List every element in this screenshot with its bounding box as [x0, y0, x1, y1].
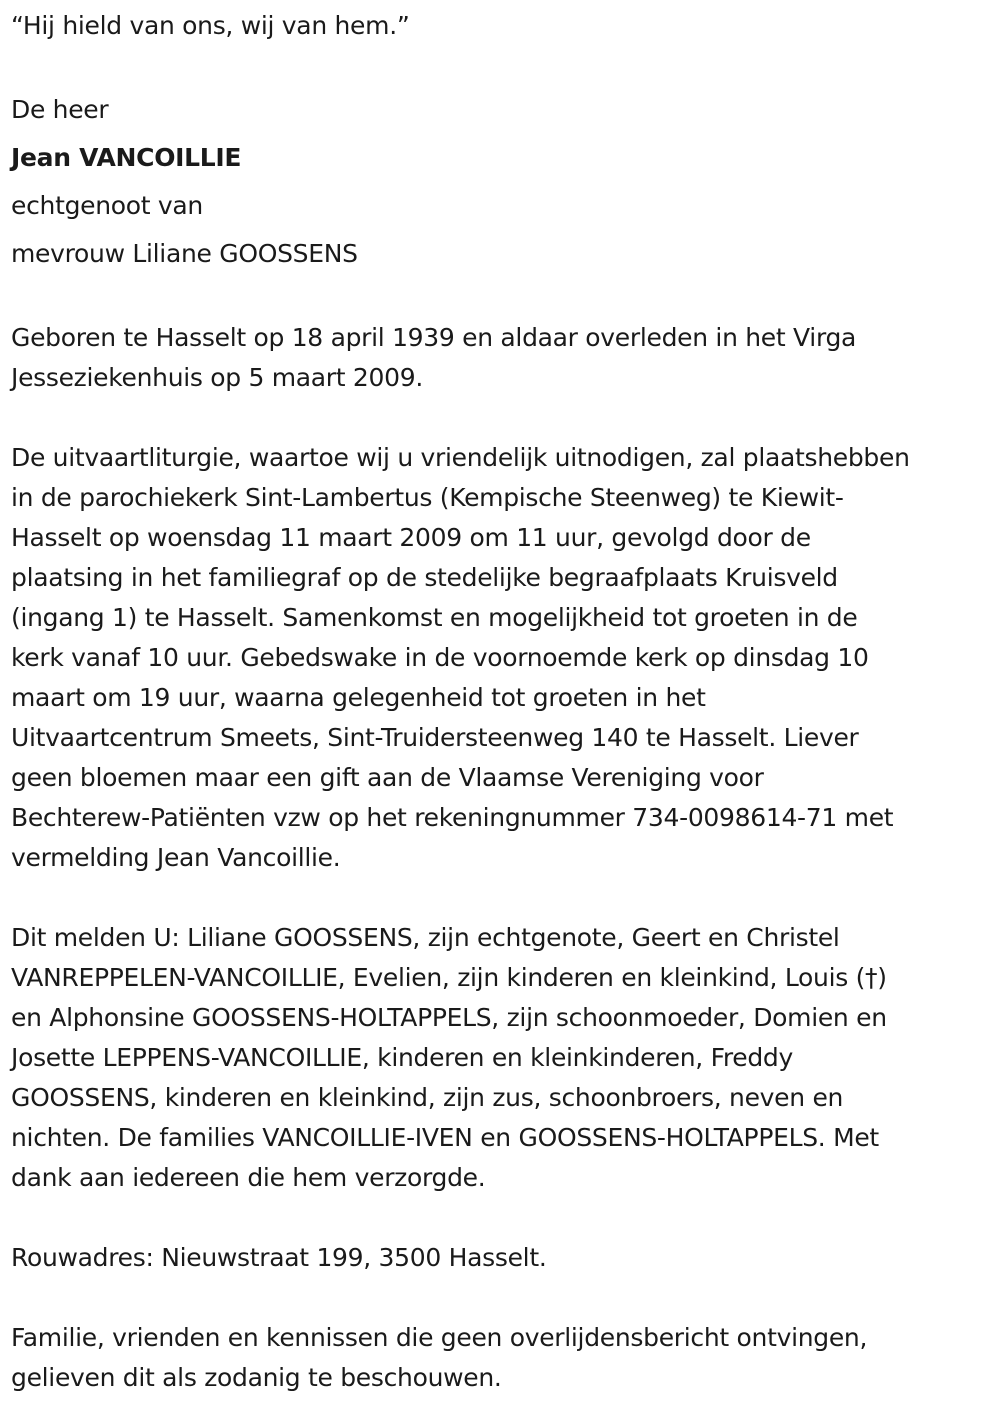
funeral-paragraph [11, 438, 991, 878]
paragraph-line: GOOSSENS, kinderen en kleinkind, zijn zus, schoonbroers, neven en [11, 1083, 844, 1112]
paragraph-line: gelieven dit als zodanig te beschouwen. [11, 1363, 502, 1392]
paragraph-line: Dit melden U: Liliane GOOSSENS, zijn echtgenote, Geert en Christel [11, 923, 840, 952]
paragraph-line: Jesseziekenhuis op 5 maart 2009. [11, 363, 424, 392]
relation: echtgenoot van [11, 191, 203, 220]
title-prefix: De heer [11, 95, 109, 124]
paragraph-line: maart om 19 uur, waarna gelegenheid tot groeten in het [11, 683, 706, 712]
closing-paragraph [11, 1318, 991, 1398]
paragraph-line: Josette LEPPENS-VANCOILLIE, kinderen en kleinkinderen, Freddy [11, 1043, 793, 1072]
spacer [11, 398, 991, 438]
quote: “Hij hield van ons, wij van hem.” [11, 11, 410, 40]
paragraph-line: Geboren te Hasselt op 18 april 1939 en aldaar overleden in het Virga [11, 323, 857, 352]
mourning-address: Rouwadres: Nieuwstraat 199, 3500 Hasselt. [11, 1243, 547, 1272]
paragraph-line: en Alphonsine GOOSSENS-HOLTAPPELS, zijn schoonmoeder, Domien en [11, 1003, 887, 1032]
spacer [11, 1198, 991, 1238]
paragraph-line: Bechterew-Patiënten vzw op het rekeningnummer 734-0098614-71 met [11, 803, 894, 832]
paragraph-line: kerk vanaf 10 uur. Gebedswake in de voornoemde kerk op dinsdag 10 [11, 643, 869, 672]
spouse-name: mevrouw Liliane GOOSSENS [11, 239, 358, 268]
paragraph-line: De uitvaartliturgie, waartoe wij u vriendelijk uitnodigen, zal plaatshebben [11, 443, 910, 472]
paragraph-line: vermelding Jean Vancoillie. [11, 843, 341, 872]
paragraph-line: VANREPPELEN-VANCOILLIE, Evelien, zijn kinderen en kleinkind, Louis (†) [11, 963, 887, 992]
spacer [11, 278, 991, 318]
paragraph-line: geen bloemen maar een gift aan de Vlaamse Vereniging voor [11, 763, 764, 792]
birth-death-paragraph [11, 318, 991, 398]
paragraph-line: dank aan iedereen die hem verzorgde. [11, 1163, 486, 1192]
paragraph-line: (ingang 1) te Hasselt. Samenkomst en mogelijkheid tot groeten in de [11, 603, 858, 632]
announcers-paragraph [11, 918, 991, 1198]
paragraph-line: Uitvaartcentrum Smeets, Sint-Truidersteenweg 140 te Hasselt. Liever [11, 723, 859, 752]
paragraph-line: Familie, vrienden en kennissen die geen overlijdensbericht ontvingen, [11, 1323, 868, 1352]
paragraph-line: in de parochiekerk Sint-Lambertus (Kempische Steenweg) te Kiewit- [11, 483, 844, 512]
obituary-document [11, 0, 991, 1398]
spacer [11, 878, 991, 918]
paragraph-line: nichten. De families VANCOILLIE-IVEN en GOOSSENS-HOLTAPPELS. Met [11, 1123, 879, 1152]
spacer [11, 46, 991, 86]
paragraph-line: Hasselt op woensdag 11 maart 2009 om 11 uur, gevolgd door de [11, 523, 811, 552]
spacer [11, 1278, 991, 1318]
paragraph-line: plaatsing in het familiegraf op de stedelijke begraafplaats Kruisveld [11, 563, 838, 592]
deceased-name: Jean VANCOILLIE [11, 143, 242, 172]
